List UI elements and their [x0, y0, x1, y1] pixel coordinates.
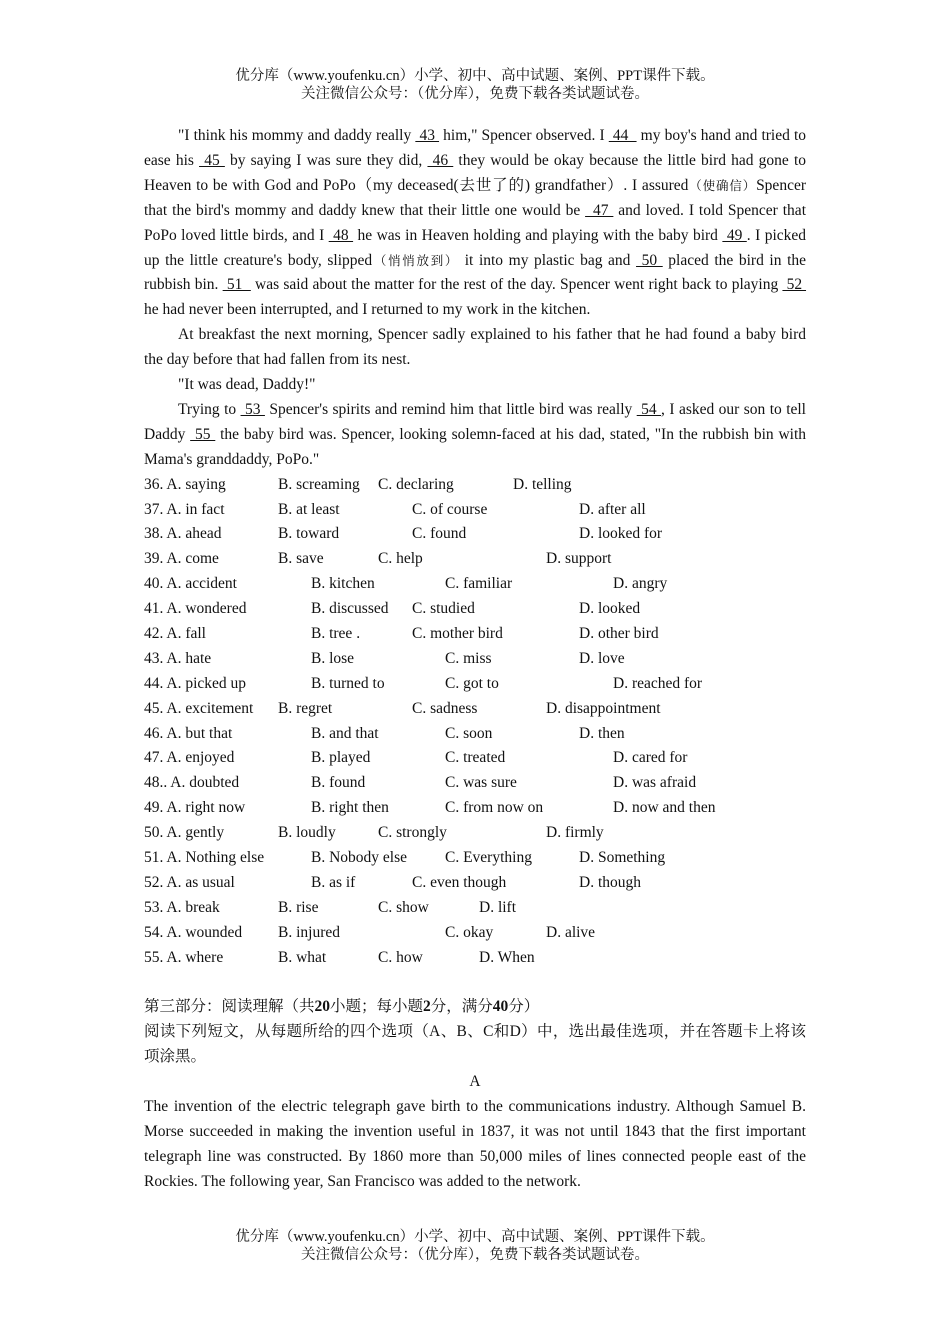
option-a: 44. A. picked up [144, 674, 247, 692]
option-c: C. declaring [378, 475, 454, 493]
option-b: B. save [278, 550, 324, 568]
blank-51: 51 [222, 276, 251, 294]
option-b: B. found [311, 774, 366, 792]
option-c: C. found [412, 525, 467, 543]
option-a: 42. A. fall [144, 625, 206, 643]
option-b: B. toward [278, 525, 340, 543]
passage-paragraph-3: "It was dead, Daddy!" [178, 376, 316, 394]
text: 小题；每小题 [330, 998, 424, 1016]
option-c: C. miss [445, 649, 492, 667]
option-a: 54. A. wounded [144, 923, 243, 941]
question-36-options [144, 473, 806, 498]
option-a: 37. A. in fact [144, 500, 225, 518]
option-c: C. how [378, 948, 423, 966]
blank-55: 55 [190, 425, 216, 443]
option-d: D. angry [613, 575, 668, 593]
option-d: D. love [579, 649, 625, 667]
option-b: B. as if [311, 873, 356, 891]
option-c: C. okay [445, 923, 494, 941]
blank-50: 50 [636, 251, 663, 269]
option-b: B. lose [311, 649, 355, 667]
text: placed the bird in the rubbish bin. [144, 251, 806, 294]
option-a: 48.. A. doubted [144, 774, 240, 792]
text: the baby bird was. Spencer, looking solemn-faced at his dad, stated, "In the rubbish bin with Mama's granddaddy, PoPo." [144, 425, 807, 468]
blank-49: 49 [722, 226, 747, 244]
blank-45: 45 [199, 151, 225, 169]
question-38-options [144, 522, 806, 547]
option-c: C. help [378, 550, 423, 568]
question-37-options [144, 498, 806, 523]
text: he was in Heaven holding and playing with the baby bird [353, 226, 723, 244]
option-c: C. was sure [445, 774, 517, 792]
text: Spencer that the bird's mommy and daddy knew that their little one would be [144, 176, 806, 219]
gloss-note: （使确信） [688, 178, 757, 193]
question-45-options [144, 697, 806, 722]
question-50-options [144, 821, 806, 846]
text: him," Spencer observed. I [439, 127, 609, 144]
option-d: D. now and then [613, 799, 716, 817]
question-55-options [144, 946, 806, 971]
option-a: 41. A. wondered [144, 600, 247, 618]
option-b: B. discussed [311, 600, 389, 618]
text: 分，满分 [430, 998, 493, 1016]
option-d: D. then [579, 724, 625, 742]
blank-54: 54 [636, 400, 662, 418]
option-a: 36. A. saying [144, 475, 226, 493]
option-c: C. of course [412, 500, 488, 518]
option-b: B. screaming [278, 475, 360, 493]
question-54-options [144, 921, 806, 946]
blank-46: 46 [427, 151, 454, 169]
points-per-question: 2 [423, 998, 431, 1016]
option-d: D. was afraid [613, 774, 697, 792]
option-a: 46. A. but that [144, 724, 233, 742]
section-3-instructions: 阅读下列短文，从每题所给的四个选项（A、B、C和D）中，选出最佳选项，并在答题卡上将该项涂黑。 [144, 1023, 806, 1066]
section-3-title [144, 995, 806, 1020]
text: Trying to [178, 400, 241, 418]
option-d: D. disappointment [546, 699, 661, 717]
option-b: B. Nobody else [311, 849, 408, 867]
option-d: D. alive [546, 923, 596, 941]
question-48-options [144, 771, 806, 796]
spacer [144, 971, 806, 996]
option-d: D. firmly [546, 824, 604, 842]
question-46-options [144, 722, 806, 747]
option-c: C. from now on [445, 799, 544, 817]
option-b: B. tree . [311, 625, 361, 643]
blank-52: 52 [782, 276, 807, 294]
question-47-options [144, 746, 806, 771]
question-42-options [144, 622, 806, 647]
option-a: 49. A. right now [144, 799, 246, 817]
option-b: B. and that [311, 724, 379, 742]
question-41-options [144, 597, 806, 622]
option-b: B. loudly [278, 824, 336, 842]
option-b: B. regret [278, 699, 333, 717]
question-40-options [144, 572, 806, 597]
option-a: 38. A. ahead [144, 525, 222, 543]
question-39-options [144, 547, 806, 572]
option-b: B. at least [278, 500, 340, 518]
option-b: B. what [278, 948, 327, 966]
text: 第三部分：阅读理解（共 [144, 998, 315, 1016]
option-a: 47. A. enjoyed [144, 749, 235, 767]
option-d: D. looked for [579, 525, 663, 543]
passage-paragraph-2: At breakfast the next morning, Spencer sadly explained to his father that he had found a baby bird the day before that had fallen from its nest. [144, 326, 806, 369]
option-c: C. studied [412, 600, 475, 618]
question-count: 20 [314, 998, 331, 1016]
text: . I picked up the little creature's body, slipped [144, 226, 807, 269]
page-footer [0, 1228, 950, 1264]
option-c: C. familiar [445, 575, 513, 593]
option-d: D. cared for [613, 749, 688, 767]
option-b: B. kitchen [311, 575, 375, 593]
option-a: 52. A. as usual [144, 873, 235, 891]
blank-44: 44 [608, 127, 637, 144]
option-d: D. after all [579, 500, 646, 518]
option-a: 51. A. Nothing else [144, 849, 265, 867]
option-a: 40. A. accident [144, 575, 237, 593]
option-b: B. rise [278, 898, 319, 916]
blank-43: 43 [415, 127, 440, 144]
text: 分） [508, 998, 540, 1016]
reading-passage-a: The invention of the electric telegraph gave birth to the communications industry. Although Samuel B. Morse succeeded in making the invention useful in 1837, it was not until 1843 that the first important telegraph line was constructed. By 1860 more than 50,000 miles of lines connected people east of the Rockies. The following year, San Francisco was added to the network. [144, 1098, 806, 1190]
footer-line-1: 优分库（www.youfenku.cn）小学、初中、高中试题、案例、PPT课件下载。 [235, 1229, 715, 1245]
text: Spencer's spirits and remind him that little bird was really [264, 400, 637, 418]
header-line-2: 关注微信公众号：（优分库），免费下载各类试题试卷。 [301, 86, 649, 102]
page-content [144, 124, 806, 1195]
question-51-options [144, 846, 806, 871]
option-d: D. other bird [579, 625, 659, 643]
option-d: D. When [479, 948, 535, 966]
option-a: 45. A. excitement [144, 699, 254, 717]
text: it into my plastic bag and [459, 251, 637, 269]
text: was said about the matter for the rest of the day. Spencer went right back to playing [250, 276, 783, 294]
text: by saying I was sure they did, [224, 151, 428, 169]
footer-line-2: 关注微信公众号：（优分库），免费下载各类试题试卷。 [301, 1247, 649, 1263]
options-list [144, 473, 806, 971]
option-c: C. Everything [445, 849, 532, 867]
option-c: C. got to [445, 674, 499, 692]
question-43-options [144, 647, 806, 672]
option-c: C. mother bird [412, 625, 503, 643]
text: , I asked our son to tell Daddy [144, 400, 806, 443]
text: "I think his mommy and daddy really [178, 127, 416, 144]
option-a: 39. A. come [144, 550, 219, 568]
blank-47: _47 [585, 201, 614, 219]
passage-paragraph-4 [144, 398, 806, 473]
option-d: D. support [546, 550, 612, 568]
question-52-options [144, 871, 806, 896]
option-b: B. right then [311, 799, 389, 817]
option-a: 50. A. gently [144, 824, 225, 842]
option-b: B. turned to [311, 674, 385, 692]
option-a: 53. A. break [144, 898, 220, 916]
option-d: D. telling [513, 475, 572, 493]
option-a: 43. A. hate [144, 649, 212, 667]
option-d: D. reached for [613, 674, 703, 692]
header-line-1: 优分库（www.youfenku.cn）小学、初中、高中试题、案例、PPT课件下载。 [235, 68, 715, 84]
option-d: D. Something [579, 849, 666, 867]
option-b: B. played [311, 749, 371, 767]
blank-48: 48 [328, 226, 354, 244]
option-d: D. looked [579, 600, 641, 618]
option-b: B. injured [278, 923, 340, 941]
question-49-options [144, 796, 806, 821]
gloss-note: （悄悄放到） [372, 253, 460, 268]
passage-paragraph-1 [144, 124, 806, 323]
option-c: C. even though [412, 873, 507, 891]
total-points: 40 [492, 998, 509, 1016]
text: they would be okay because the little bird had gone to Heaven to be with God and PoPo（my deceased(去世了的) grandfather）. I assured [144, 151, 807, 194]
option-c: C. show [378, 898, 429, 916]
option-a: 55. A. where [144, 948, 224, 966]
question-53-options [144, 896, 806, 921]
option-c: C. treated [445, 749, 506, 767]
text: and loved. I told Spencer that PoPo loved little birds, and I [144, 201, 806, 244]
text: my boy's hand and tried to ease his [144, 127, 807, 169]
option-d: D. though [579, 873, 641, 891]
question-44-options [144, 672, 806, 697]
option-c: C. strongly [378, 824, 447, 842]
text: he had never been interrupted, and I returned to my work in the kitchen. [144, 301, 591, 319]
option-d: D. lift [479, 898, 517, 916]
blank-53: 53 [240, 400, 265, 418]
passage-label: A [469, 1073, 481, 1091]
option-c: C. sadness [412, 699, 478, 717]
page-header [0, 67, 950, 103]
option-c: C. soon [445, 724, 493, 742]
